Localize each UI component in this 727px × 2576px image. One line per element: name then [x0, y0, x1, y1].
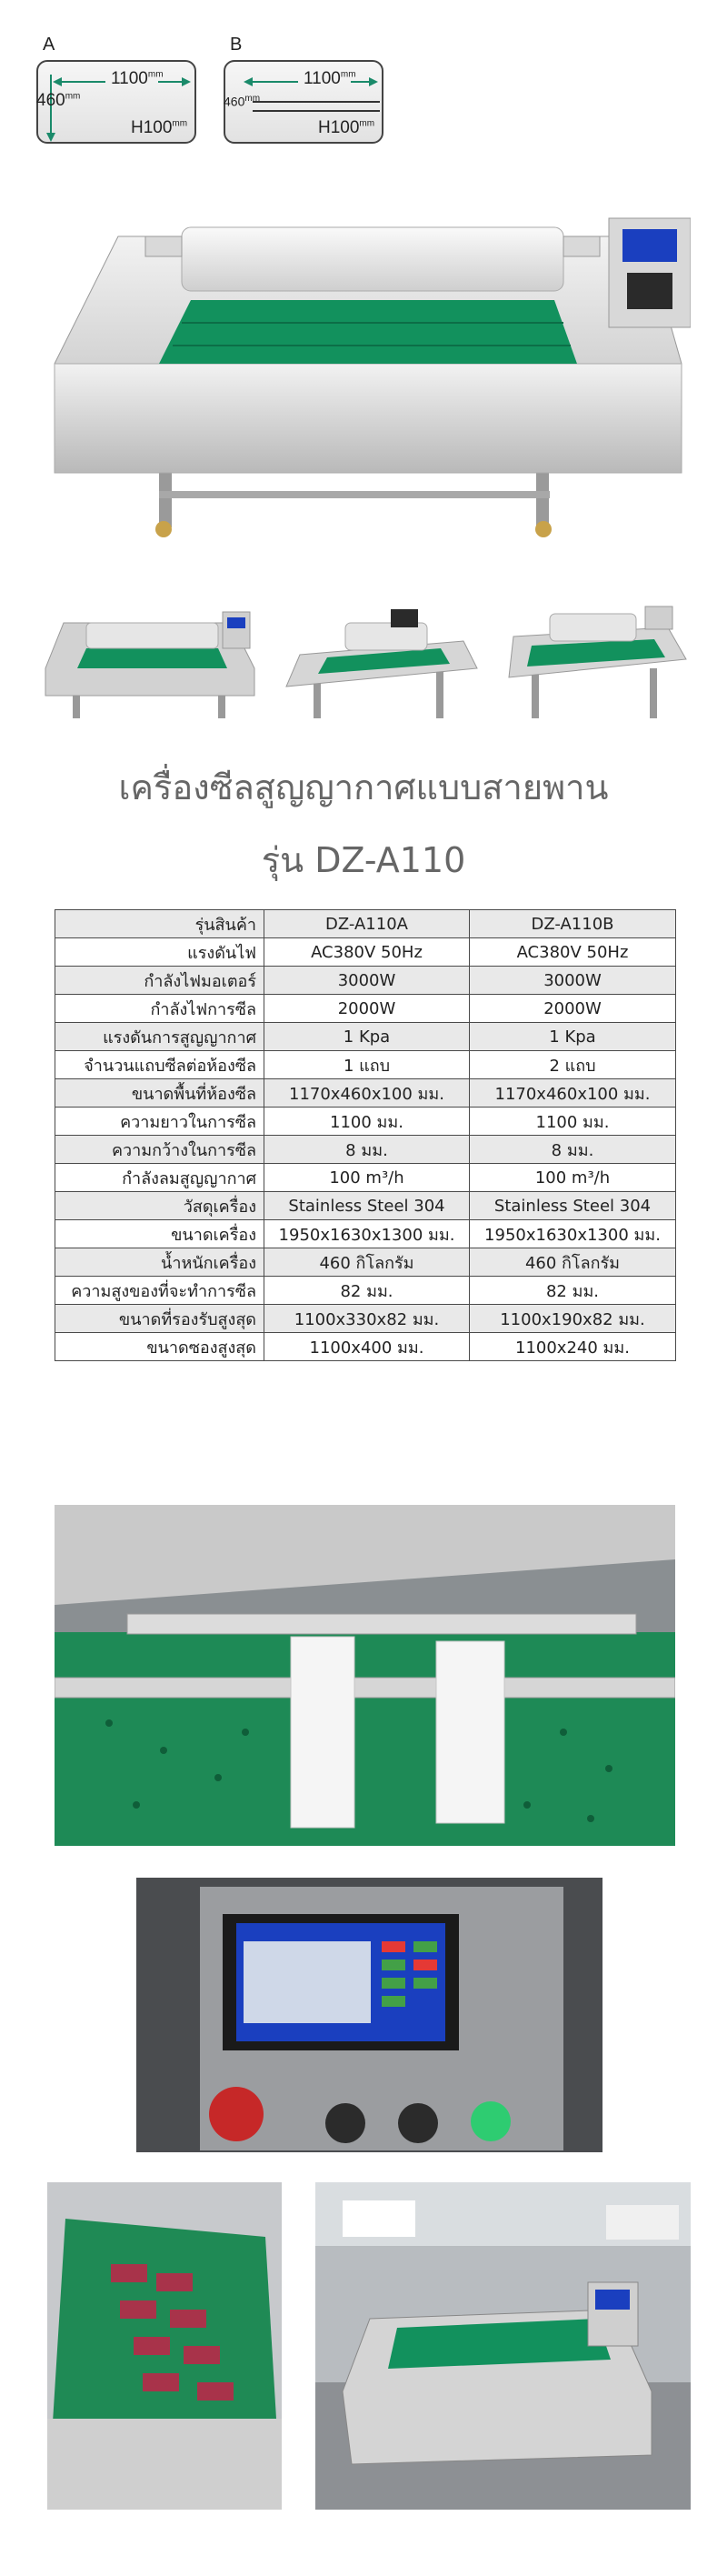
spec-value-a: AC380V 50Hz: [264, 938, 470, 967]
spec-value-a: 1950x1630x1300 มม.: [264, 1220, 470, 1248]
spec-label: จำนวนแถบซีลต่อห้องซีล: [55, 1051, 264, 1079]
spec-value-b: AC380V 50Hz: [470, 938, 676, 967]
spec-label: แรงดันไฟ: [55, 938, 264, 967]
spec-label: รุ่นสินค้า: [55, 910, 264, 938]
sealing-belt-photo: [55, 1505, 675, 1846]
diagram-b-letter: B: [230, 35, 243, 55]
spec-row: [55, 1248, 676, 1277]
spec-value-b: 82 มม.: [470, 1277, 676, 1305]
spec-value-b: 100 m³/h: [470, 1164, 676, 1192]
spec-value-a: 1 แถบ: [264, 1051, 470, 1079]
spec-label: ความยาวในการซีล: [55, 1108, 264, 1136]
spec-row: [55, 967, 676, 995]
spec-label: กำลังไฟมอเตอร์: [55, 967, 264, 995]
spec-value-a: 3000W: [264, 967, 470, 995]
spec-value-a: 1170x460x100 มม.: [264, 1079, 470, 1108]
machine-photo-side: [273, 605, 482, 723]
spec-label: ความสูงของที่จะทำการซีล: [55, 1277, 264, 1305]
diagram-a-height: $H100^{mm}$: [131, 118, 188, 137]
spec-label: กำลังลมสูญญากาศ: [55, 1164, 264, 1192]
spec-value-a: 82 มม.: [264, 1277, 470, 1305]
spec-value-a: DZ-A110A: [264, 910, 470, 938]
spec-value-b: 1170x460x100 มม.: [470, 1079, 676, 1108]
spec-value-a: 8 มม.: [264, 1136, 470, 1164]
spec-value-a: 2000W: [264, 995, 470, 1023]
spec-label: ขนาดซองสูงสุด: [55, 1333, 264, 1361]
diagram-b-height: $H100^{mm}$: [318, 118, 375, 137]
spec-value-a: 460 กิโลกรัม: [264, 1248, 470, 1277]
spec-value-b: 1950x1630x1300 มม.: [470, 1220, 676, 1248]
spec-value-b: DZ-A110B: [470, 910, 676, 938]
machine-photo-front: [36, 605, 264, 723]
spec-label: ความกว้างในการซีล: [55, 1136, 264, 1164]
spec-table: [55, 909, 676, 1361]
product-title: เครื่องซีลสูญญากาศแบบสายพาน: [118, 767, 609, 807]
spec-row: [55, 995, 676, 1023]
chamber-diagram-b: [224, 60, 383, 144]
spec-row: [55, 1333, 676, 1361]
spec-row: [55, 1136, 676, 1164]
spec-row: [55, 1277, 676, 1305]
spec-label: แรงดันการสูญญากาศ: [55, 1023, 264, 1051]
spec-label: วัสดุเครื่อง: [55, 1192, 264, 1220]
product-model: รุ่น DZ-A110: [261, 840, 466, 880]
spec-label: ขนาดที่รองรับสูงสุด: [55, 1305, 264, 1333]
diagram-a-depth: $460^{mm}$: [36, 91, 81, 110]
spec-value-b: 1100x240 มม.: [470, 1333, 676, 1361]
spec-value-b: 1100x190x82 มม.: [470, 1305, 676, 1333]
spec-label: ขนาดเครื่อง: [55, 1220, 264, 1248]
spec-value-b: 460 กิโลกรัม: [470, 1248, 676, 1277]
spec-value-a: Stainless Steel 304: [264, 1192, 470, 1220]
spec-row: [55, 1305, 676, 1333]
machine-photo-back: [500, 605, 691, 723]
spec-value-b: 2000W: [470, 995, 676, 1023]
product-packing-photo: [47, 2182, 282, 2510]
spec-value-a: 100 m³/h: [264, 1164, 470, 1192]
spec-row: [55, 1051, 676, 1079]
spec-value-b: 2 แถบ: [470, 1051, 676, 1079]
spec-value-b: 8 มม.: [470, 1136, 676, 1164]
spec-value-b: 1 Kpa: [470, 1023, 676, 1051]
spec-label: ขนาดพื้นที่ห้องซีล: [55, 1079, 264, 1108]
spec-row: [55, 1023, 676, 1051]
spec-value-b: 1100 มม.: [470, 1108, 676, 1136]
spec-row: [55, 1164, 676, 1192]
machine-main-photo: [45, 209, 691, 546]
spec-value-a: 1100x330x82 มม.: [264, 1305, 470, 1333]
spec-row: [55, 1108, 676, 1136]
diagram-a-letter: A: [43, 35, 55, 55]
spec-row: [55, 938, 676, 967]
chamber-diagram-a: [36, 60, 196, 144]
diagram-a-width: $1100^{mm}$: [111, 69, 164, 88]
diagram-b-width: $1100^{mm}$: [304, 69, 356, 88]
spec-value-b: 3000W: [470, 967, 676, 995]
spec-row: [55, 1079, 676, 1108]
diagram-b-depth: $460^{mm}$: [224, 94, 261, 109]
machine-outdoor-photo: [315, 2182, 691, 2510]
spec-value-b: Stainless Steel 304: [470, 1192, 676, 1220]
spec-value-a: 1100 มม.: [264, 1108, 470, 1136]
spec-row: [55, 1192, 676, 1220]
spec-label: กำลังไฟการซีล: [55, 995, 264, 1023]
spec-value-a: 1100x400 มม.: [264, 1333, 470, 1361]
control-panel-photo: [136, 1878, 603, 2152]
spec-row: [55, 1220, 676, 1248]
spec-row: [55, 910, 676, 938]
spec-label: น้ำหนักเครื่อง: [55, 1248, 264, 1277]
spec-value-a: 1 Kpa: [264, 1023, 470, 1051]
